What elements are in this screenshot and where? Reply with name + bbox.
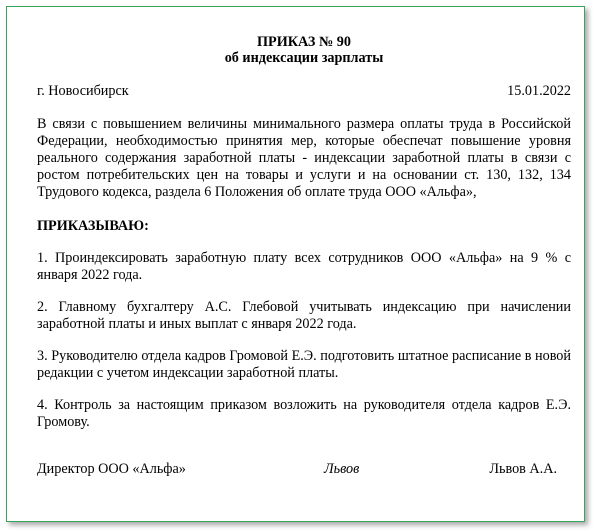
order-document (37, 34, 571, 477)
order-date: 15.01.2022 (507, 83, 571, 99)
order-item-4: 4. Контроль за настоящим приказом возложить на руководителя отдела кадров Е.Э. Громову. (37, 397, 571, 430)
signer-position: Директор ООО «Альфа» (37, 461, 186, 477)
order-item-1: 1. Проиндексировать заработную плату всех сотрудников ООО «Альфа» на 9 % с января 2022 года. (37, 250, 571, 283)
order-title: ПРИКАЗ № 90 (257, 34, 351, 50)
document-frame (6, 6, 585, 522)
signer-name: Львов А.А. (489, 461, 557, 477)
signature-row (37, 461, 571, 478)
handwritten-signature: Львов (324, 461, 360, 477)
intro-paragraph: В связи с повышением величины минимального размера оплаты труда в Российской Федерации, необходимостью принятия мер, которые обеспечат повышение уровня реального содержания заработной платы - индексации заработной платы в связи с ростом потребительских цен на товары и услуги и на основании ст. 130, 132, 134 Трудового кодекса, раздела 6 Положения об оплате труда ООО «Альфа», (37, 116, 571, 200)
order-subtitle: об индексации зарплаты (224, 50, 384, 66)
city: г. Новосибирск (37, 83, 129, 99)
order-item-3: 3. Руководителю отдела кадров Громовой Е.Э. подготовить штатное расписание в новой редакции с учетом индексации заработной платы. (37, 348, 571, 381)
order-item-2: 2. Главному бухгалтеру А.С. Глебовой учитывать индексацию при начислении заработной платы и иных выплат с января 2022 года. (37, 299, 571, 332)
place-date-row (37, 83, 571, 100)
order-word: ПРИКАЗЫВАЮ: (37, 218, 149, 234)
